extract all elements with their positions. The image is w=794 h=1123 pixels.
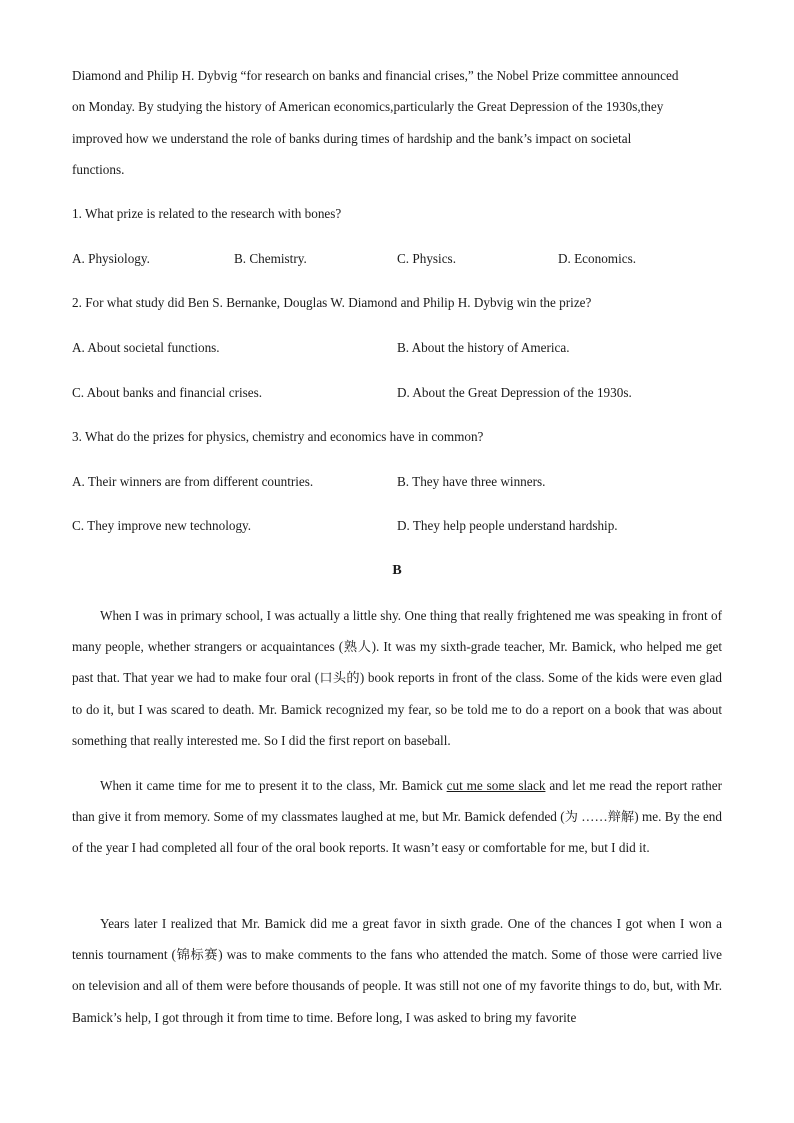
question-1-option-c: C. Physics. [397, 251, 456, 266]
passage-a-line-2: on Monday. By studying the history of American economics,particularly the Great Depression of the 1930s,they [72, 99, 664, 114]
question-3-option-a: A. Their winners are from different countries. [72, 474, 314, 489]
question-3-stem: 3. What do the prizes for physics, chemistry and economics have in common? [72, 429, 484, 444]
question-1-option-d: D. Economics. [558, 251, 637, 266]
passage-a-line-1: Diamond and Philip H. Dybvig “for research on banks and financial crises,” the Nobel Prize committee announced [72, 68, 679, 83]
section-b-paragraph-3: Years later I realized that Mr. Bamick did me a great favor in sixth grade. One of the chances I got when I won a tennis tournament (锦标赛) was to make comments to the fans who attended the match. Some of those were carried live on television and all of them were before thousands of people. It was still not one of my favorite things to do, but, with Mr. Bamick’s help, I got through it from time to time. Before long, I was asked to bring my favorite [72, 916, 722, 1025]
section-b-heading: B [392, 563, 402, 578]
question-3-option-d: D. They help people understand hardship. [397, 518, 618, 533]
question-2-option-a: A. About societal functions. [72, 340, 220, 355]
question-1-option-b: B. Chemistry. [234, 251, 307, 266]
question-1-option-a: A. Physiology. [72, 251, 150, 266]
question-2-option-b: B. About the history of America. [397, 340, 570, 355]
section-b-paragraph-1: When I was in primary school, I was actually a little shy. One thing that really frightened me was speaking in front of many people, whether strangers or acquaintances (熟人). It was my sixth-grade teacher, Mr. Bamick, who helped me get past that. That year we had to make four oral (口头的) book reports in front of the class. Some of the kids were even glad to do it, but I was scared to death. Mr. Bamick recognized my fear, so be told me to do a report on a book that was about something that really interested me. So I did the first report on baseball. [72, 608, 722, 748]
question-2-option-d: D. About the Great Depression of the 1930s. [397, 385, 632, 400]
question-3-option-c: C. They improve new technology. [72, 518, 252, 533]
passage-a-line-3: improved how we understand the role of banks during times of hardship and the bank’s impact on societal [72, 131, 632, 146]
paragraph-2-text-after: and let me read the report rather than give it from memory. Some of my classmates laughed at me, but Mr. Bamick defended (为 ……辩解) me. By the end of the year I had completed all four of the oral book reports. It wasn’t easy or comfortable for me, but I did it. [72, 778, 723, 856]
underlined-phrase: cut me some slack [446, 778, 546, 793]
question-2-option-c: C. About banks and financial crises. [72, 385, 263, 400]
paragraph-2-text-before: When it came time for me to present it to the class, Mr. Bamick [100, 778, 447, 793]
section-b-paragraph-2 [72, 770, 722, 864]
question-2-stem: 2. For what study did Ben S. Bernanke, Douglas W. Diamond and Philip H. Dybvig win the prize? [72, 295, 592, 310]
question-3-option-b: B. They have three winners. [397, 474, 546, 489]
passage-a-line-4: functions. [72, 162, 125, 177]
question-1-stem: 1. What prize is related to the research with bones? [72, 206, 342, 221]
